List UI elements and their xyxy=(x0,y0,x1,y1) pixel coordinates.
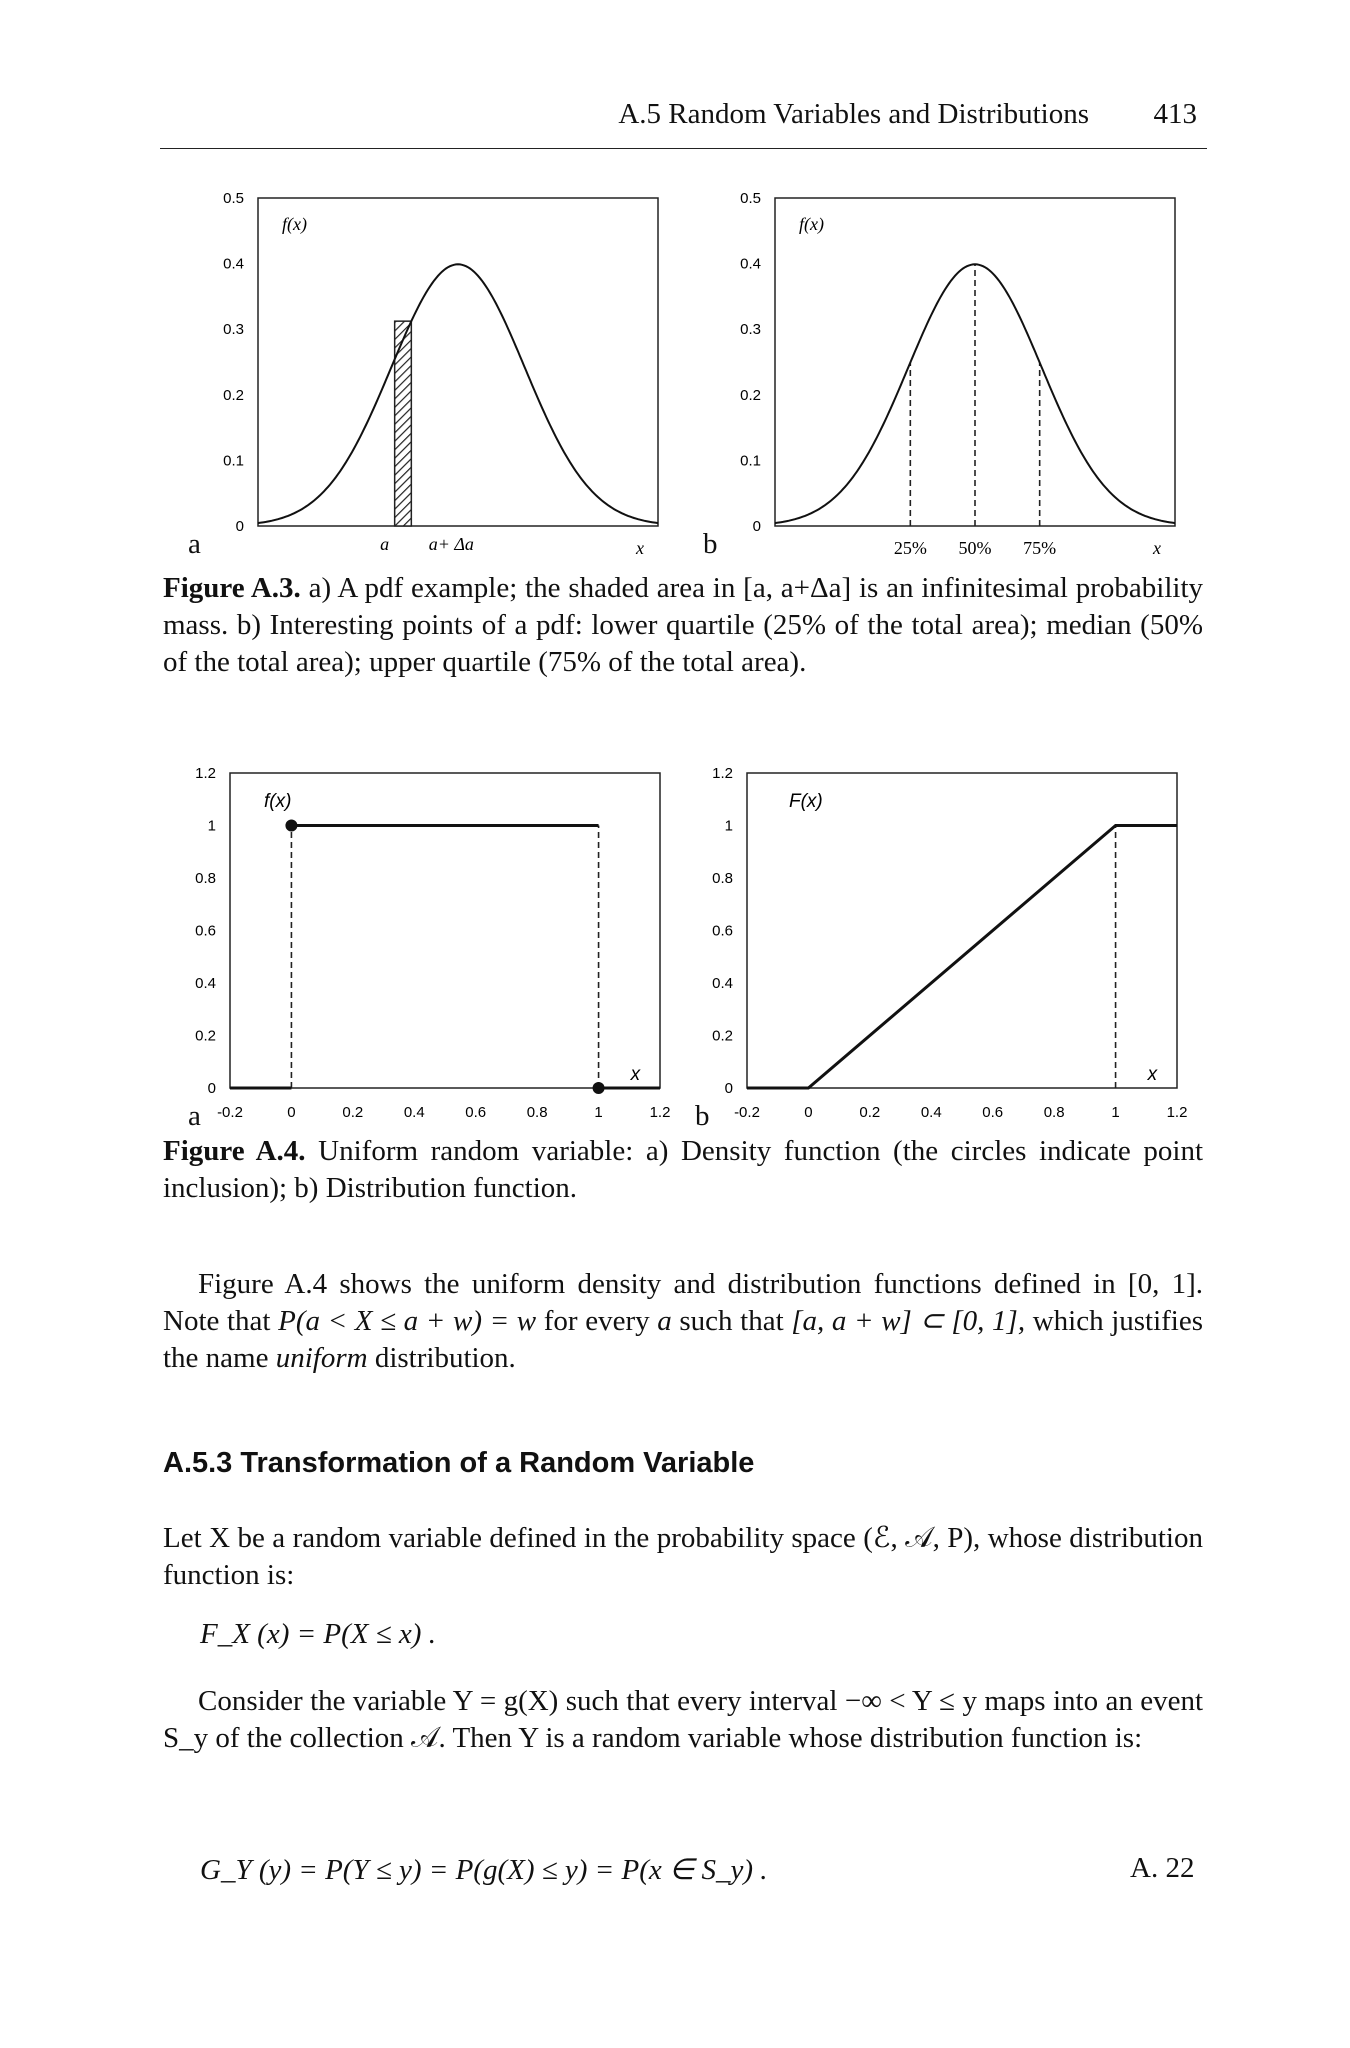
y-tick-label: 0.8 xyxy=(195,870,216,887)
x-tick-label: 0.8 xyxy=(526,1104,548,1121)
figure-a3-label: Figure A.3. xyxy=(163,572,301,604)
y-tick-label: 0 xyxy=(724,1080,733,1097)
panel-b-letter: b xyxy=(703,528,718,560)
paragraph-consider: Consider the variable Y = g(X) such that every interval −∞ < Y ≤ y maps into an event S_y of the collection 𝒜. Then Y is a random variable whose distribution function is: xyxy=(163,1685,1203,1754)
paragraph-let: Let X be a random variable defined in the probability space (ℰ, 𝒜, P), whose distribution function is: xyxy=(163,1522,1203,1591)
x-tick-label: 0.2 xyxy=(859,1104,881,1121)
equation-fx: F_X (x) = P(X ≤ x) . xyxy=(200,1618,436,1650)
y-tick-label: 0.6 xyxy=(195,922,216,940)
y-tick-label: 0.5 xyxy=(740,190,761,207)
pdf-curve xyxy=(258,264,658,523)
y-tick-label: 0.2 xyxy=(712,1027,733,1045)
x-tick-label: -0.2 xyxy=(217,1104,243,1121)
y-tick-label: 0.4 xyxy=(223,255,244,273)
x-annotation-a-plus-delta: a+ Δa xyxy=(428,534,474,554)
figure-a4b xyxy=(697,755,1217,1135)
x-tick-label: 1.2 xyxy=(1166,1104,1188,1121)
paragraph-text: which justifies the name xyxy=(163,1305,1204,1374)
inline-formula: [a, a + w] ⊂ [0, 1], xyxy=(791,1305,1026,1337)
y-tick-label: 0 xyxy=(207,1080,216,1097)
figure-a3-caption xyxy=(163,570,1203,681)
x-tick-label: 1.2 xyxy=(649,1104,671,1121)
y-tick-label: 0.5 xyxy=(223,190,244,207)
inline-variable: a xyxy=(657,1305,672,1337)
inline-formula: P(a < X ≤ a + w) = w xyxy=(278,1305,537,1337)
inclusion-point xyxy=(285,820,297,832)
figure-a3-caption-text: a) A pdf example; the shaded area in [a, a+Δa] is an infinitesimal probability mass. b) Interesting points of a pdf: lower quartile (25% of the total area); median (50% of the total area); upper quartile (75% of the total area). xyxy=(163,572,1203,678)
y-tick-label: 1.2 xyxy=(195,765,216,782)
emphasis-word: uniform xyxy=(275,1342,368,1374)
curve-label: f(x) xyxy=(264,791,292,812)
y-tick-label: 0.1 xyxy=(740,452,761,470)
curve-label: f(x) xyxy=(799,214,824,234)
cdf-line xyxy=(747,826,1177,1089)
y-tick-label: 0.4 xyxy=(740,255,761,273)
y-tick-label: 0 xyxy=(752,518,761,535)
y-tick-label: 0 xyxy=(235,518,244,535)
paragraph-text: for every xyxy=(543,1305,650,1337)
paragraph-text: such that xyxy=(679,1305,784,1337)
curve-label: f(x) xyxy=(282,214,307,234)
running-head-title: A.5 Random Variables and Distributions xyxy=(618,98,1089,130)
y-tick-label: 0.8 xyxy=(712,870,733,887)
quartile-label: 75% xyxy=(1023,538,1057,558)
inclusion-point xyxy=(593,1082,605,1094)
figure-a4-caption-text: Uniform random variable: a) Density function (the circles indicate point inclusion); b) Distribution function. xyxy=(163,1135,1203,1204)
figure-a4 xyxy=(180,755,700,1135)
y-tick-label: 1.2 xyxy=(712,765,733,782)
paragraph-uniform xyxy=(163,1266,1203,1377)
x-axis-label: x xyxy=(1153,538,1161,558)
x-tick-label: 0 xyxy=(804,1104,813,1121)
figure-a3 xyxy=(180,180,700,570)
x-tick-label: 0.6 xyxy=(465,1104,487,1121)
y-tick-label: 0.3 xyxy=(223,321,244,339)
figure-a3b xyxy=(697,180,1217,570)
x-axis-label: x xyxy=(1147,1064,1158,1085)
section-heading: A.5.3 Transformation of a Random Variable xyxy=(163,1447,755,1479)
x-annotation-a: a xyxy=(380,534,390,554)
x-tick-label: 0.4 xyxy=(403,1104,425,1121)
plot-frame xyxy=(747,773,1177,1088)
panel-a-letter: a xyxy=(188,528,201,560)
panel-b-letter: b xyxy=(695,1100,710,1132)
y-tick-label: 1 xyxy=(724,817,733,835)
x-tick-label: 0 xyxy=(287,1104,296,1121)
figure-a4-caption xyxy=(163,1133,1203,1207)
y-tick-label: 0.2 xyxy=(740,386,761,404)
chart-a4a xyxy=(180,755,700,1135)
x-tick-label: 1 xyxy=(1111,1104,1120,1121)
panel-a-letter: a xyxy=(188,1100,201,1132)
curve-label: F(x) xyxy=(789,791,823,812)
chart-a3b xyxy=(697,180,1217,570)
quartile-label: 50% xyxy=(958,538,992,558)
y-tick-label: 0.4 xyxy=(195,975,216,992)
equation-number: A. 22 xyxy=(1130,1852,1195,1884)
x-tick-label: 1 xyxy=(594,1104,603,1121)
paragraph-text: distribution. xyxy=(374,1342,516,1374)
equation-gy: G_Y (y) = P(Y ≤ y) = P(g(X) ≤ y) = P(x ∈ S_y) . xyxy=(200,1854,768,1886)
y-tick-label: 0.2 xyxy=(223,386,244,404)
plot-frame xyxy=(230,773,660,1088)
chart-a3a xyxy=(180,180,700,570)
chart-a4b xyxy=(697,755,1217,1135)
x-tick-label: -0.2 xyxy=(734,1104,760,1121)
page-number: 413 xyxy=(1153,98,1197,130)
y-tick-label: 0.4 xyxy=(712,975,733,992)
x-tick-label: 0.4 xyxy=(920,1104,942,1121)
y-tick-label: 1 xyxy=(207,817,216,835)
x-tick-label: 0.6 xyxy=(982,1104,1004,1121)
x-axis-label: x xyxy=(630,1064,641,1085)
y-tick-label: 0.6 xyxy=(712,922,733,940)
running-head xyxy=(160,96,1207,149)
y-tick-label: 0.1 xyxy=(223,452,244,470)
plot-frame xyxy=(258,198,658,526)
paragraph-text: Figure A.4 shows the uniform density and distribution functions defined in [0, 1]. Note that xyxy=(163,1268,1203,1337)
x-tick-label: 0.2 xyxy=(342,1104,364,1121)
x-tick-label: 0.8 xyxy=(1043,1104,1065,1121)
figure-a4-label: Figure A.4. xyxy=(163,1135,306,1167)
x-axis-label: x xyxy=(636,538,644,558)
quartile-label: 25% xyxy=(893,538,927,558)
y-tick-label: 0.2 xyxy=(195,1027,216,1045)
y-tick-label: 0.3 xyxy=(740,321,761,339)
